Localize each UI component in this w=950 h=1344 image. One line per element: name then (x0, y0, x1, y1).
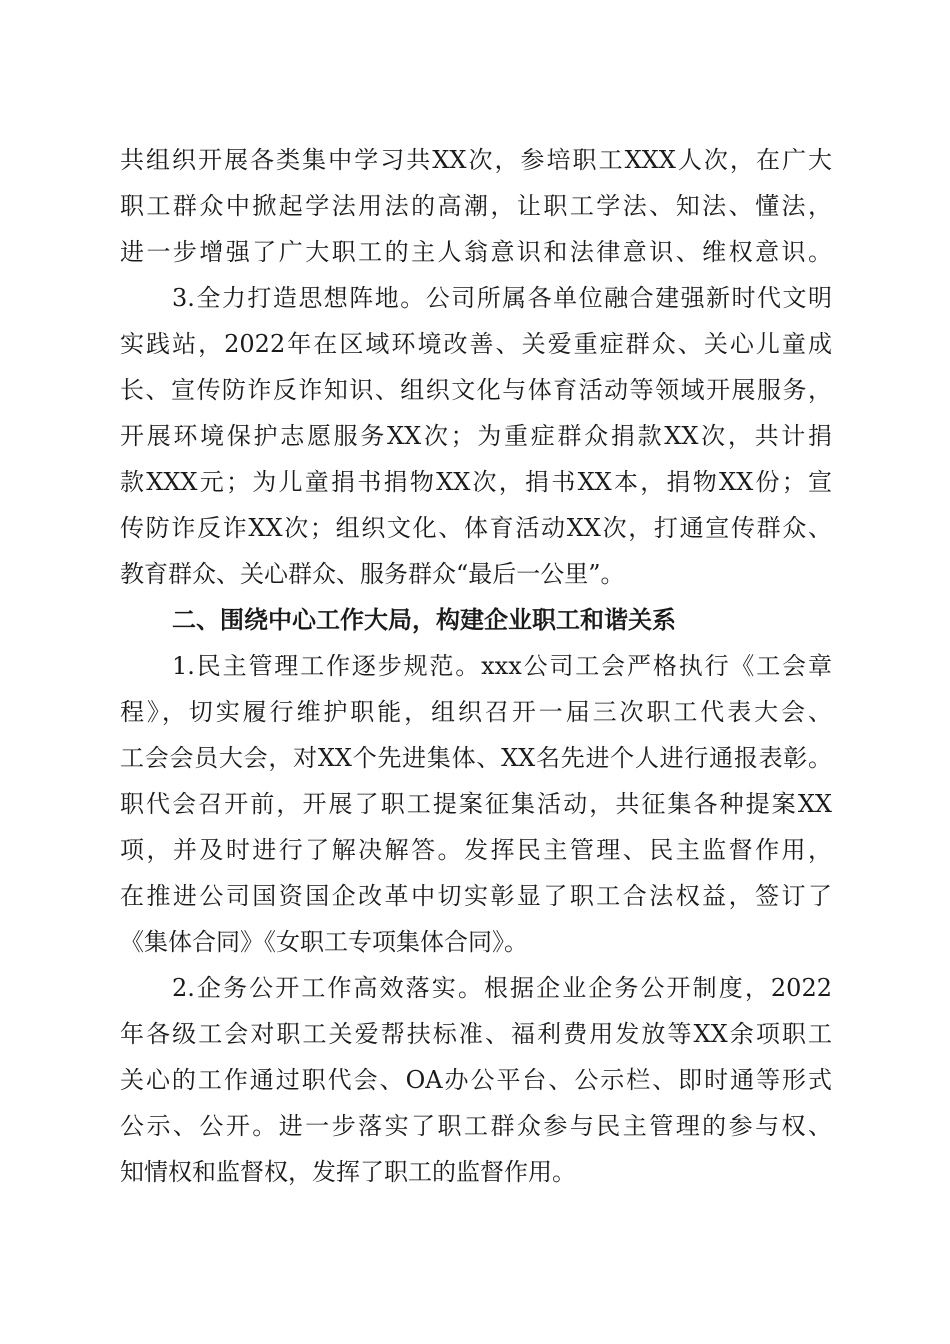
text-line: 1.民主管理工作逐步规范。xxx公司工会严格执行《工会章 (172, 652, 832, 680)
text-line: 工会会员大会，对XX个先进集体、XX名先进个人进行通报表彰。 (120, 744, 832, 772)
text-line: 进一步增强了广大职工的主人翁意识和法律意识、维权意识。 (120, 238, 832, 266)
text-line: 职工群众中掀起学法用法的高潮，让职工学法、知法、懂法， (120, 192, 832, 220)
text-line: 职代会召开前，开展了职工提案征集活动，共征集各种提案XX (120, 790, 832, 818)
text-line: 《集体合同》《女职工专项集体合同》。 (120, 928, 528, 956)
text-line: 实践站，2022年在区域环境改善、关爱重症群众、关心儿童成 (120, 330, 832, 358)
text-line: 年各级工会对职工关爱帮扶标准、福利费用发放等XX余项职工 (120, 1020, 832, 1048)
text-line: 关心的工作通过职代会、OA办公平台、公示栏、即时通等形式 (120, 1066, 832, 1094)
text-line: 公示、公开。进一步落实了职工群众参与民主管理的参与权、 (120, 1112, 832, 1140)
text-line: 款XXX元；为儿童捐书捐物XX次，捐书XX本，捐物XX份；宣 (120, 468, 832, 496)
text-line: 长、宣传防诈反诈知识、组织文化与体育活动等领域开展服务， (120, 376, 832, 404)
text-line: 知情权和监督权，发挥了职工的监督作用。 (120, 1158, 576, 1186)
text-line: 教育群众、关心群众、服务群众“最后一公里”。 (120, 560, 625, 588)
text-line: 3.全力打造思想阵地。公司所属各单位融合建强新时代文明 (172, 284, 832, 312)
text-line: 程》，切实履行维护职能，组织召开一届三次职工代表大会、 (120, 698, 832, 726)
text-line: 2.企务公开工作高效落实。根据企业企务公开制度，2022 (172, 974, 832, 1002)
text-line: 传防诈反诈XX次；组织文化、体育活动XX次，打通宣传群众、 (120, 514, 832, 542)
section-heading: 二、围绕中心工作大局，构建企业职工和谐关系 (172, 606, 676, 634)
text-line: 项，并及时进行了解决解答。发挥民主管理、民主监督作用， (120, 836, 832, 864)
text-line: 共组织开展各类集中学习共XX次，参培职工XXX人次，在广大 (120, 146, 832, 174)
document-body (120, 137, 832, 1195)
text-line: 开展环境保护志愿服务XX次；为重症群众捐款XX次，共计捐 (120, 422, 832, 450)
text-line: 在推进公司国资国企改革中切实彰显了职工合法权益，签订了 (120, 882, 832, 910)
